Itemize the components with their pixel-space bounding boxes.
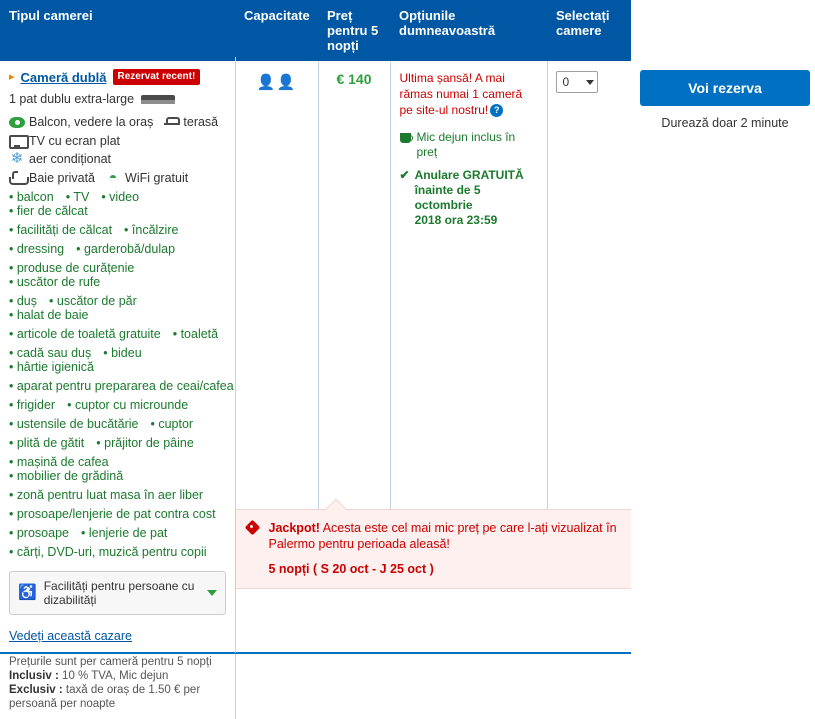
price-tag-icon <box>246 521 262 535</box>
amenity: • prosoape <box>9 526 69 540</box>
column-divider <box>235 57 236 653</box>
wifi-icon: ◓ <box>108 169 118 185</box>
amenity: • zonă pentru luat masa în aer liber <box>9 488 203 502</box>
amenity: • aparat pentru prepararea de ceai/cafea <box>9 379 234 393</box>
urgency-text: Ultima șansă! A mai rămas numai 1 cameră pe site-ul nostru! <box>399 71 523 117</box>
facility-flatscreen-tv <box>9 134 120 148</box>
jackpot-text <box>269 520 622 552</box>
amenities-line <box>9 261 226 289</box>
column-header-options: Opțiunile dumneavoastră <box>390 0 547 61</box>
amenity: • cărți, DVD-uri, muzică pentru copii <box>9 545 207 559</box>
amenities-line <box>9 507 226 521</box>
facility-private-bathroom <box>9 171 95 185</box>
amenities-line <box>9 545 226 559</box>
amenity: • uscător de păr <box>49 294 137 308</box>
accessibility-facilities-toggle[interactable] <box>9 571 226 615</box>
urgency-message <box>400 70 538 118</box>
price-cell <box>318 61 390 509</box>
icon-facility-line <box>9 134 226 166</box>
amenity: • mobilier de grădină <box>9 469 123 483</box>
column-header-select-rooms <box>547 0 631 61</box>
amenities-bullet-list <box>9 190 234 559</box>
breakfast-label: Mic dejun inclus în preț <box>416 130 516 159</box>
amenity: • cuptor <box>150 417 193 431</box>
amenity: • video <box>101 190 139 204</box>
amenity: • facilități de călcat <box>9 223 112 237</box>
amenities-line <box>9 455 226 483</box>
room-type-link[interactable]: Cameră dublă <box>20 69 107 85</box>
jackpot-cell <box>235 509 631 719</box>
amenities-line <box>9 436 226 450</box>
column-header-select-line2: camere <box>556 23 602 38</box>
room-type-cell <box>0 61 235 719</box>
occupancy-icon: 👤👤 <box>256 74 297 91</box>
amenity: • frigider <box>9 398 55 412</box>
select-rooms-cell <box>547 61 631 509</box>
check-icon: ✔ <box>399 168 410 182</box>
amenity: • plită de gătit <box>9 436 84 450</box>
breakfast-included <box>400 130 538 160</box>
amenities-line <box>9 379 234 393</box>
facility-free-wifi <box>105 171 188 185</box>
stay-dates: 5 nopți ( S 20 oct - J 25 oct ) <box>268 562 434 577</box>
table-bottom-rule <box>0 652 631 654</box>
room-quantity-select[interactable] <box>556 71 598 93</box>
amenity: • TV <box>66 190 90 204</box>
price-note-inclusive <box>9 669 231 683</box>
room-title-row <box>9 69 226 85</box>
amenities-line <box>9 223 226 237</box>
free-cancellation-text <box>415 168 538 228</box>
tv-icon <box>9 134 25 148</box>
facility-label: Baie privată <box>29 171 96 185</box>
facility-balcony-view <box>9 115 153 129</box>
price-note-exclusive <box>9 683 231 711</box>
bath-icon <box>9 171 25 185</box>
facility-air-conditioning <box>9 152 111 166</box>
facility-label: WiFi gratuit <box>125 171 189 185</box>
amenity: • prăjitor de pâine <box>96 436 194 450</box>
wheelchair-icon: ♿ <box>18 584 37 601</box>
amenity: • bideu <box>103 346 141 360</box>
icon-facility-line <box>9 171 226 185</box>
amenity: • dressing <box>9 242 64 256</box>
amenity: • garderobă/dulap <box>76 242 175 256</box>
column-header-price-line3: nopți <box>327 38 359 53</box>
terrace-icon <box>163 115 179 129</box>
icon-facility-list <box>9 115 226 185</box>
jackpot-banner <box>236 509 632 589</box>
amenity: • lenjerie de pat <box>81 526 167 540</box>
cancellation-line3: 2018 ora 23:59 <box>414 213 498 227</box>
price-note-line: Prețurile sunt per cameră pentru 5 nopți <box>9 656 212 668</box>
column-header-room-type: Tipul camerei <box>0 0 235 61</box>
amenities-line <box>9 417 226 431</box>
column-header-price-line2: pentru 5 <box>327 23 379 38</box>
amenity: • încălzire <box>124 223 178 237</box>
room-quantity-value: 0 <box>562 75 570 89</box>
amenity: • uscător de rufe <box>9 275 100 289</box>
price-note-exclusive-value: taxă de oraș de 1.50 € per persoană per noapte <box>9 684 201 710</box>
amenity: • produse de curățenie <box>9 261 134 275</box>
amenities-line <box>9 346 226 374</box>
price-note-exclusive-label: Exclusiv : <box>9 684 63 696</box>
chevron-down-icon <box>586 80 594 85</box>
amenity: • cuptor cu microunde <box>67 398 188 412</box>
jackpot-message: Acesta este cel mai mic preț pe care l-ați vizualizat în Palermo pentru perioada aleasă! <box>268 521 617 552</box>
coffee-icon <box>400 130 412 143</box>
reserve-note: Durează doar 2 minute <box>661 116 789 130</box>
bed-configuration <box>9 92 226 106</box>
snowflake-icon: ❄ <box>10 150 24 167</box>
facility-label: TV cu ecran plat <box>29 134 121 148</box>
amenities-line <box>9 327 226 341</box>
amenity: • halat de baie <box>9 308 88 322</box>
price-note-inclusive-label: Inclusiv : <box>9 670 59 682</box>
bed-configuration-label: 1 pat dublu extra-large <box>9 92 135 106</box>
amenity: • duș <box>9 294 37 308</box>
amenity: • articole de toaletă gratuite <box>9 327 161 341</box>
chevron-down-icon <box>207 590 217 596</box>
see-accommodation-link[interactable]: Vedeți această cazare <box>9 629 132 643</box>
icon-facility-line <box>9 115 226 129</box>
accessibility-facilities-label: Facilități pentru persoane cu dizabilități <box>43 579 195 607</box>
column-header-price <box>318 0 390 61</box>
free-cancellation <box>400 168 538 228</box>
eye-icon <box>9 115 25 129</box>
table-header-row <box>0 0 631 61</box>
amenity: • ustensile de bucătărie <box>9 417 138 431</box>
jackpot-content <box>246 520 622 552</box>
amenity: • balcon <box>9 190 54 204</box>
table-row <box>0 61 631 509</box>
reserve-panel <box>632 57 815 130</box>
facility-label: terasă <box>183 115 219 129</box>
amenities-line <box>9 294 226 322</box>
amenity: • toaletă <box>173 327 218 341</box>
facility-terrace <box>163 115 218 129</box>
amenities-line <box>9 398 226 412</box>
amenity: • cadă sau duș <box>9 346 91 360</box>
column-header-select-line1: Selectați <box>556 8 610 23</box>
capacity-cell <box>235 61 318 509</box>
price-amount: € 140 <box>336 71 372 87</box>
info-icon[interactable]: ? <box>490 104 503 117</box>
price-conditions-note <box>9 655 231 711</box>
reserve-button[interactable]: Voi rezerva <box>640 70 810 106</box>
bed-icon <box>141 93 175 106</box>
amenity: • mașină de cafea <box>9 455 109 469</box>
amenity: • fier de călcat <box>9 204 88 218</box>
column-header-capacity: Capacitate <box>235 0 318 61</box>
facility-label: aer condiționat <box>29 152 112 166</box>
chevron-right-icon: ▸ <box>9 70 15 83</box>
column-header-price-line1: Preț <box>327 8 353 23</box>
amenities-line <box>9 242 226 256</box>
amenity: • prosoape/lenjerie de pat contra cost <box>9 507 216 521</box>
amenities-line <box>9 488 226 502</box>
status-badge: Rezervat recent! <box>113 69 201 85</box>
price-note-inclusive-value: 10 % TVA, Mic dejun <box>58 670 169 682</box>
options-cell <box>390 61 547 509</box>
amenities-line <box>9 526 226 540</box>
cancellation-line2: înainte de 5 octombrie <box>414 183 481 212</box>
cancellation-line1: Anulare GRATUITĂ <box>414 168 524 182</box>
amenities-line <box>9 190 226 218</box>
jackpot-label: Jackpot! <box>268 521 320 536</box>
amenity: • hârtie igienică <box>9 360 94 374</box>
facility-label: Balcon, vedere la oraș <box>29 115 154 129</box>
